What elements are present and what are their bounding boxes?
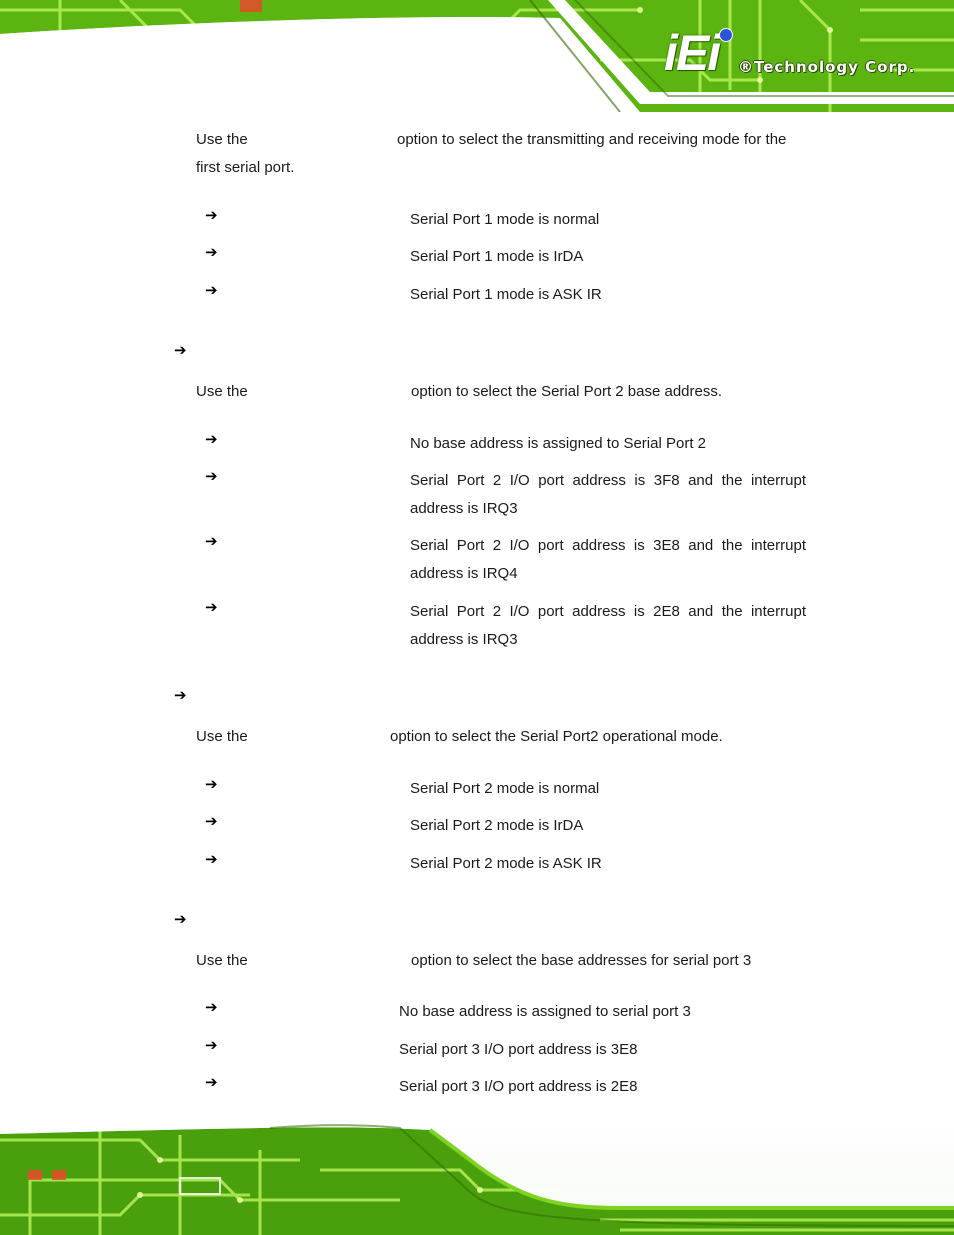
right-arrow-icon: ➔ <box>205 281 218 299</box>
intro-text: option to select the base addresses for serial port 3 <box>411 952 752 969</box>
right-arrow-icon: ➔ <box>174 341 187 359</box>
right-arrow-icon: ➔ <box>205 243 218 261</box>
intro-prefix: Use the <box>196 952 248 969</box>
option-description-line2: address is IRQ3 <box>410 500 518 517</box>
intro-text: option to select the Serial Port 2 base address. <box>411 383 723 400</box>
option-description: Serial port 3 I/O port address is 2E8 <box>399 1078 638 1095</box>
right-arrow-icon: ➔ <box>205 206 218 224</box>
option-description-line2: address is IRQ3 <box>410 631 518 648</box>
right-arrow-icon: ➔ <box>205 430 218 448</box>
right-arrow-icon: ➔ <box>174 910 187 928</box>
option-description: Serial Port 2 I/O port address is 3E8 and the interrupt <box>410 537 806 554</box>
logo-dot-icon <box>719 28 733 42</box>
option-description: Serial Port 1 mode is ASK IR <box>410 286 602 303</box>
intro-text-line2: first serial port. <box>196 159 295 176</box>
option-description: Serial Port 2 I/O port address is 2E8 and the interrupt <box>410 603 806 620</box>
page-footer-banner <box>0 1120 954 1235</box>
option-description: Serial Port 2 mode is IrDA <box>410 817 584 834</box>
right-arrow-icon: ➔ <box>205 1073 218 1091</box>
right-arrow-icon: ➔ <box>205 812 218 830</box>
right-arrow-icon: ➔ <box>205 775 218 793</box>
logo-mark: iEi <box>664 25 720 81</box>
option-description: No base address is assigned to Serial Port 2 <box>410 435 706 452</box>
right-arrow-icon: ➔ <box>205 1036 218 1054</box>
right-arrow-icon: ➔ <box>205 467 218 485</box>
logo-tagline: ®Technology Corp. <box>738 58 916 76</box>
option-description-line2: address is IRQ4 <box>410 565 518 582</box>
right-arrow-icon: ➔ <box>205 532 218 550</box>
page-header-banner <box>0 0 954 112</box>
circuit-board-footer-graphic <box>0 1120 954 1235</box>
option-description: Serial Port 2 I/O port address is 3F8 and the interrupt <box>410 472 806 489</box>
option-description: Serial Port 2 mode is normal <box>410 780 600 797</box>
intro-prefix: Use the <box>196 383 248 400</box>
right-arrow-icon: ➔ <box>205 850 218 868</box>
right-arrow-icon: ➔ <box>205 598 218 616</box>
right-arrow-icon: ➔ <box>205 998 218 1016</box>
right-arrow-icon: ➔ <box>174 686 187 704</box>
option-description: No base address is assigned to serial port 3 <box>399 1003 691 1020</box>
option-description: Serial Port 1 mode is normal <box>410 211 600 228</box>
intro-prefix: Use the <box>196 728 248 745</box>
option-description: Serial Port 1 mode is IrDA <box>410 248 584 265</box>
intro-prefix: Use the <box>196 131 248 148</box>
option-description: Serial port 3 I/O port address is 3E8 <box>399 1041 638 1058</box>
intro-text: option to select the transmitting and receiving mode for the <box>397 131 787 148</box>
option-description: Serial Port 2 mode is ASK IR <box>410 855 602 872</box>
company-logo <box>664 25 924 84</box>
intro-text: option to select the Serial Port2 operational mode. <box>390 728 723 745</box>
